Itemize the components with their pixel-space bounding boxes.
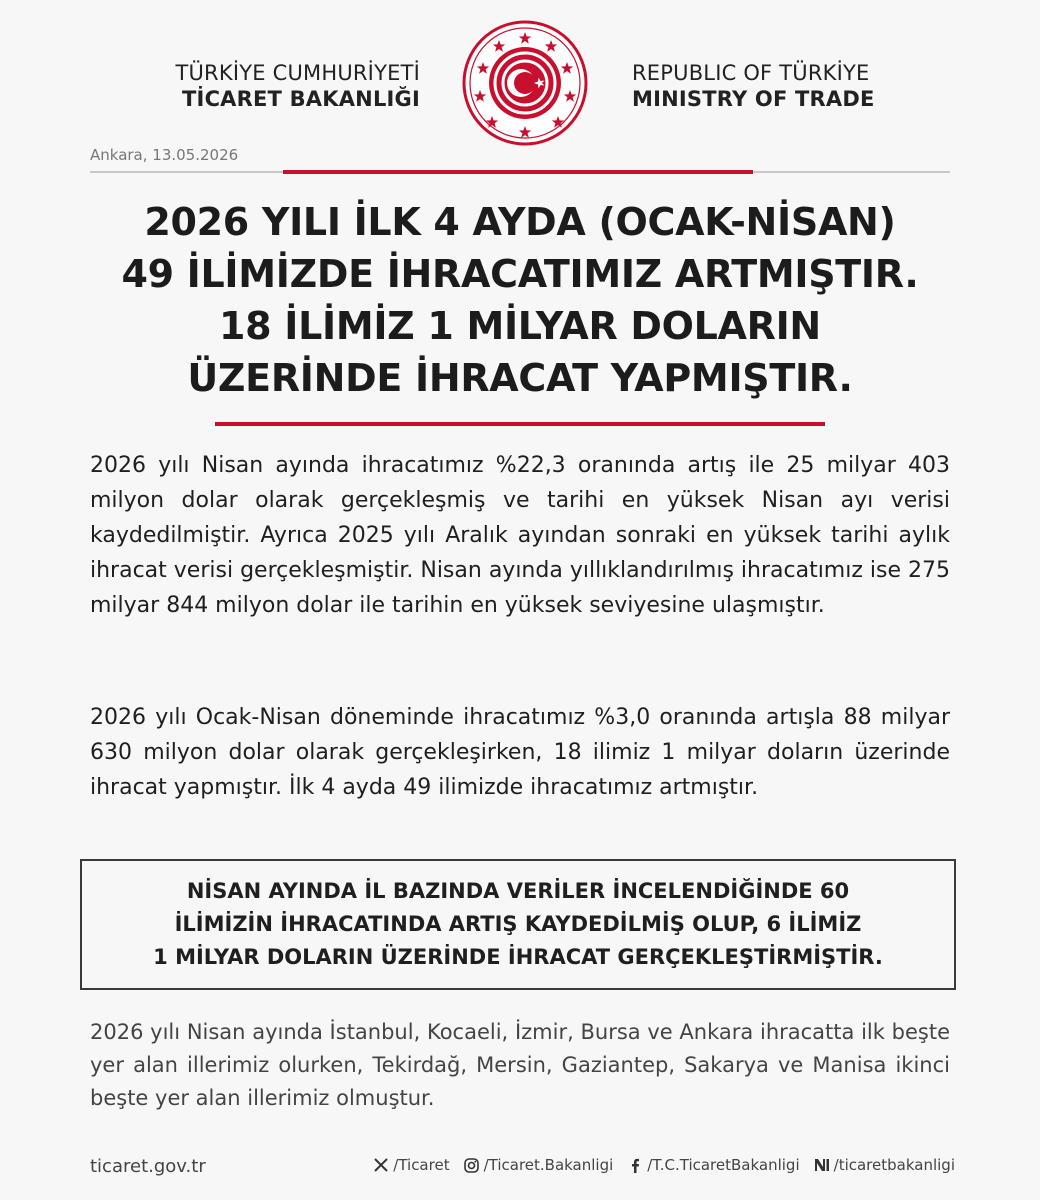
divider-red-top bbox=[283, 170, 753, 174]
ministry-name-tr bbox=[175, 60, 420, 112]
headline-line4: ÜZERİNDE İHRACAT YAPMIŞTIR. bbox=[187, 356, 853, 400]
highlight-text bbox=[82, 875, 954, 974]
press-release-date: Ankara, 13.05.2026 bbox=[90, 146, 239, 164]
headline bbox=[70, 196, 970, 404]
instagram-link[interactable] bbox=[464, 1156, 614, 1174]
highlight-line1: NİSAN AYINDA İL BAZINDA VERİLER İNCELENDİĞİNDE 60 bbox=[186, 879, 850, 903]
nsosyal-handle: /ticaretbakanligi bbox=[833, 1156, 955, 1174]
facebook-icon bbox=[627, 1157, 643, 1173]
ministry-seal-icon bbox=[462, 20, 588, 146]
header-left-line1: TÜRKİYE CUMHURİYETİ bbox=[175, 61, 420, 85]
instagram-icon bbox=[464, 1157, 480, 1173]
nsosyal-link[interactable] bbox=[814, 1156, 955, 1174]
body-paragraph-1: 2026 yılı Nisan ayında ihracatımız %22,3 oranında artış ile 25 milyar 403 milyon dolar olarak gerçekleşmiş ve tarihi en yüksek Nisan ayı verisi kaydedilmiştir. Ayrıca 2025 yılı Aralık ayından sonraki en yüksek tarihi aylık ihracat verisi gerçekleşmiştir. Nisan ayında yıllıklandırılmış ihracatımız ise 275 milyar 844 milyon dolar ile tarihin en yüksek seviyesine ulaşmıştır. bbox=[90, 453, 950, 618]
body-paragraph-3: 2026 yılı Nisan ayında İstanbul, Kocaeli, İzmir, Bursa ve Ankara ihracatta ilk beşte yer alan illerimiz olurken, Tekirdağ, Mersin, Gaziantep, Sakarya ve Manisa ikinci beşte yer alan illerimiz olmuştur. bbox=[90, 1020, 950, 1110]
letterhead bbox=[0, 0, 1040, 150]
website-link[interactable]: ticaret.gov.tr bbox=[90, 1156, 206, 1177]
ministry-name-en bbox=[632, 60, 875, 112]
highlight-line3: 1 MİLYAR DOLARIN ÜZERİNDE İHRACAT GERÇEKLEŞTİRMİŞTİR. bbox=[153, 945, 883, 969]
divider-red-mid bbox=[215, 422, 825, 426]
header-right-line1: REPUBLIC OF TÜRKİYE bbox=[632, 61, 870, 85]
headline-line2: 49 İLİMİZDE İHRACATIMIZ ARTMIŞTIR. bbox=[121, 252, 919, 296]
footer bbox=[90, 1150, 955, 1186]
social-links bbox=[373, 1156, 955, 1174]
nsosyal-icon bbox=[814, 1157, 830, 1173]
header-left-line2: TİCARET BAKANLIĞI bbox=[182, 87, 420, 111]
facebook-link[interactable] bbox=[627, 1156, 799, 1174]
x-handle: /Ticaret bbox=[393, 1156, 450, 1174]
body-paragraph-2: 2026 yılı Ocak-Nisan döneminde ihracatımız %3,0 oranında artışla 88 milyar 630 milyon dolar olarak gerçekleşirken, 18 ilimiz 1 milyar doların üzerinde ihracat yapmıştır. İlk 4 ayda 49 ilimizde ihracatımız artmıştır. bbox=[90, 705, 950, 800]
headline-line3: 18 İLİMİZ 1 MİLYAR DOLARIN bbox=[219, 304, 821, 348]
header-right-line2: MINISTRY OF TRADE bbox=[632, 87, 875, 111]
highlight-box bbox=[80, 859, 956, 990]
x-link[interactable] bbox=[373, 1156, 449, 1174]
facebook-handle: /T.C.TicaretBakanligi bbox=[647, 1156, 800, 1174]
highlight-line2: İLİMİZİN İHRACATINDA ARTIŞ KAYDEDİLMİŞ OLUP, 6 İLİMİZ bbox=[174, 912, 862, 936]
x-icon bbox=[373, 1157, 389, 1173]
headline-line1: 2026 YILI İLK 4 AYDA (OCAK-NİSAN) bbox=[144, 200, 896, 244]
instagram-handle: /Ticaret.Bakanligi bbox=[483, 1156, 614, 1174]
